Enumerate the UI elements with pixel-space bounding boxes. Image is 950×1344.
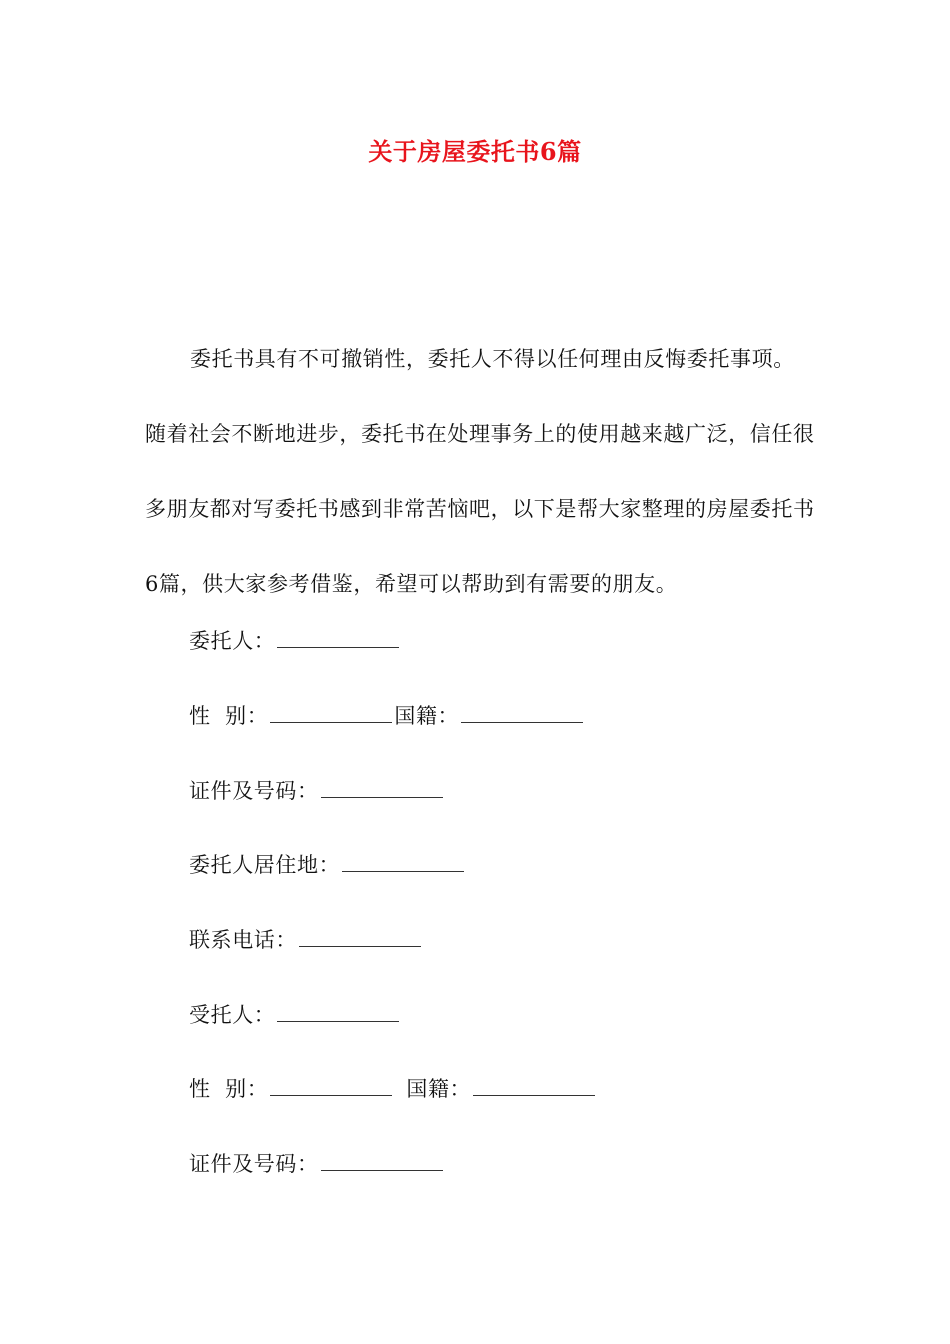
residence-blank — [342, 849, 464, 872]
id-number-blank-1 — [321, 775, 443, 798]
nationality-label-2: 国籍： — [406, 1077, 472, 1101]
id-number-blank-2 — [321, 1148, 443, 1171]
nationality-label-1: 国籍： — [394, 704, 460, 728]
agent-label: 受托人： — [189, 1003, 276, 1027]
residence-field — [189, 848, 464, 882]
intro-paragraph: 委托书具有不可撤销性，委托人不得以任何理由反悔委托事项。随着社会不断地进步，委托书在处理事务上的使用越来越广泛，信任很多朋友都对写委托书感到非常苦恼吧，以下是帮大家整理的房屋委托书6篇，供大家参考借鉴，希望可以帮助到有需要的朋友。 — [145, 347, 815, 596]
gender-blank-1 — [270, 700, 392, 723]
id-number-label-1: 证件及号码： — [189, 779, 319, 803]
agent-field — [189, 998, 399, 1032]
id-number-field-2 — [189, 1147, 443, 1181]
gender-label-1: 性 别： — [189, 704, 269, 728]
gender-label-2: 性 别： — [189, 1077, 269, 1101]
id-number-label-2: 证件及号码： — [189, 1152, 319, 1176]
phone-label: 联系电话： — [189, 928, 297, 952]
principal-field — [189, 624, 399, 658]
nationality-blank-1 — [461, 700, 583, 723]
agent-blank — [277, 999, 399, 1022]
principal-blank — [277, 625, 399, 648]
document-title: 关于房屋委托书6篇 — [368, 137, 582, 166]
phone-field — [189, 923, 421, 957]
nationality-blank-2 — [473, 1073, 595, 1096]
residence-label: 委托人居住地： — [189, 853, 341, 877]
gender-blank-2 — [270, 1073, 392, 1096]
gender-nationality-field-1 — [189, 699, 583, 733]
gender-nationality-field-2 — [189, 1072, 595, 1106]
phone-blank — [299, 924, 421, 947]
principal-label: 委托人： — [189, 629, 276, 653]
id-number-field-1 — [189, 774, 443, 808]
